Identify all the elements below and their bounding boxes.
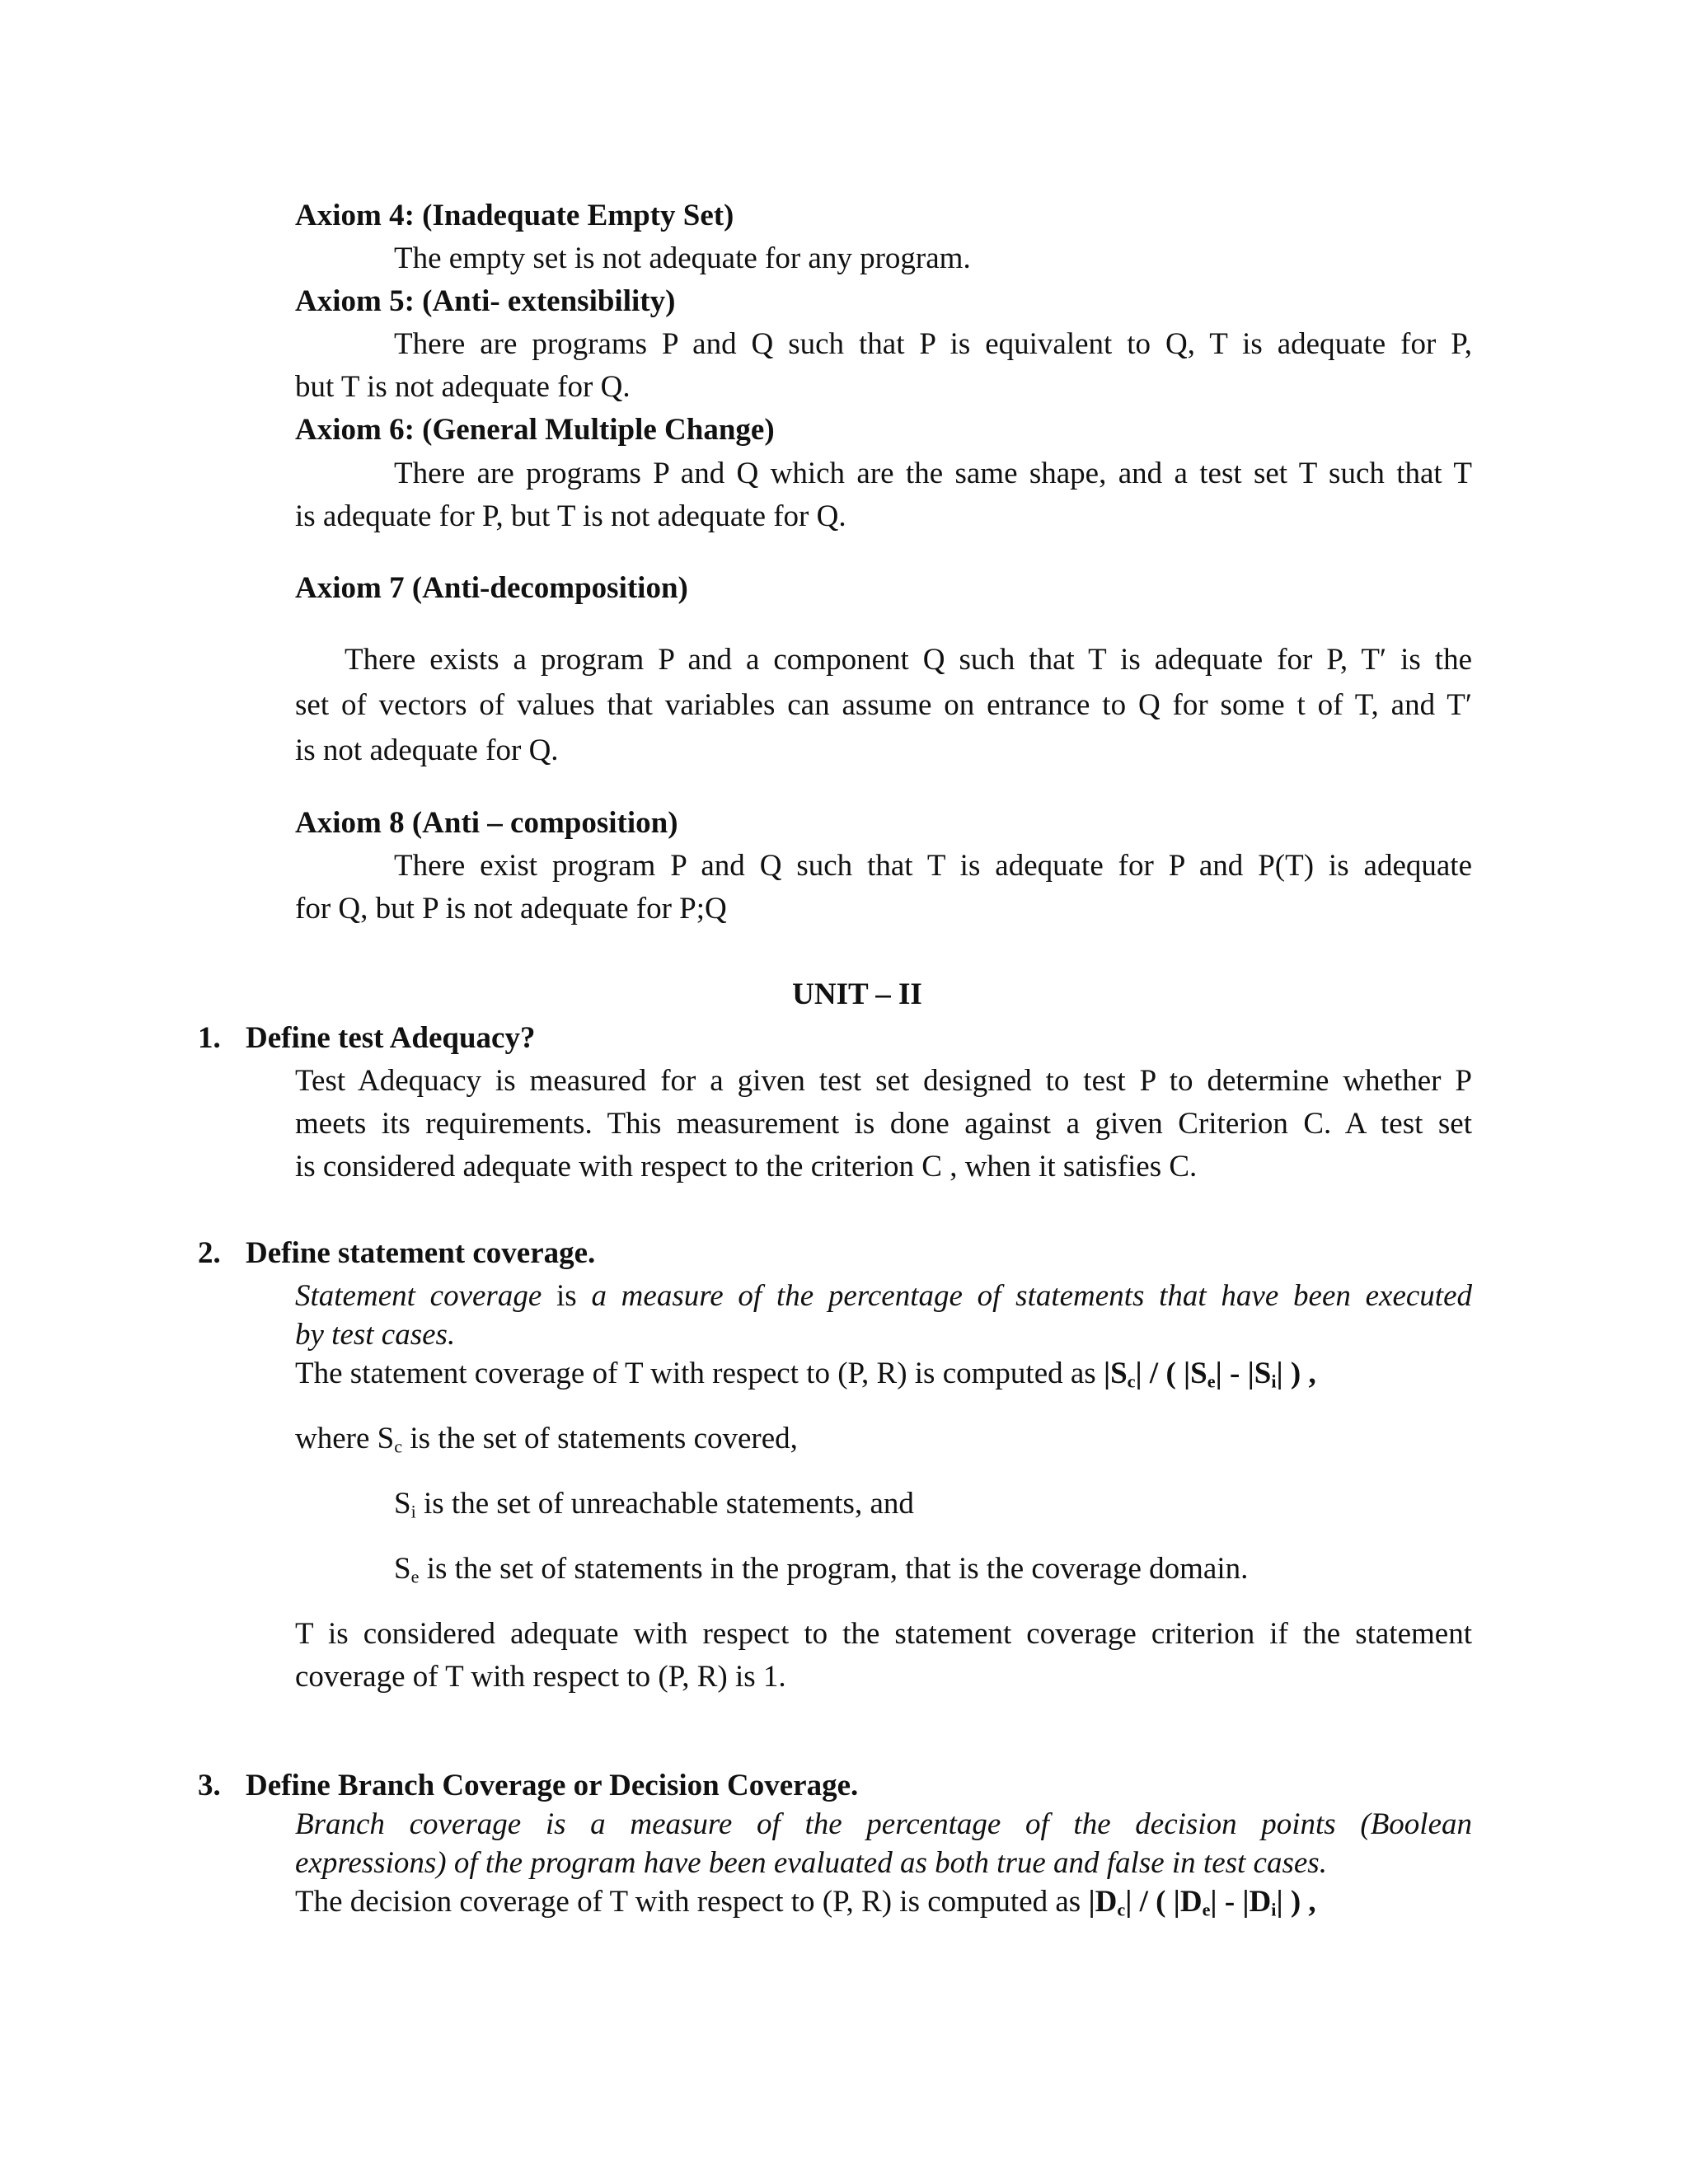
axiom-8-title: Axiom 8 (Anti – composition) [295, 806, 678, 840]
axiom-5-title: Axiom 5: (Anti- extensibility) [295, 284, 676, 318]
question-2-title: Define statement coverage. [246, 1236, 596, 1270]
axiom-7-text-line-2: set of vectors of values that variables can assume on entrance to Q for some t of T, and T′ [295, 688, 1472, 722]
branch-coverage-definition-line-1: Branch coverage is a measure of the percentage of the decision points (Boolean [295, 1807, 1472, 1841]
question-1-text-line-1: Test Adequacy is measured for a given test set designed to test P to determine whether P [295, 1064, 1472, 1098]
axiom-5-text-line-1: There are programs P and Q such that P is equivalent to Q, T is adequate for P, [394, 327, 1472, 361]
question-1-title: Define test Adequacy? [246, 1021, 536, 1055]
axiom-5-text-line-2: but T is not adequate for Q. [295, 370, 631, 404]
definition-verb: is [542, 1279, 592, 1313]
axiom-4-text: The empty set is not adequate for any program. [394, 241, 971, 275]
question-1-text-line-3: is considered adequate with respect to the criterion C , when it satisfies C. [295, 1150, 1198, 1183]
question-1-number: 1. [198, 1021, 221, 1055]
statement-coverage-definition-line-2: by test cases. [295, 1318, 456, 1352]
formula-expression: $|S_c|$ / ( $|S_e| - |S_i|$ ) , [1103, 1357, 1316, 1392]
unit-heading: UNIT – II [792, 977, 922, 1011]
question-2-number: 2. [198, 1236, 221, 1270]
statement-coverage-definition-line-1 [295, 1274, 1472, 1318]
axiom-8-text-line-2: for Q, but P is not adequate for P;Q [295, 892, 727, 926]
axiom-7-text-line-1: There exists a program P and a component Q such that T is adequate for P, T′ is the [345, 643, 1472, 677]
formula-lead: The statement coverage of T with respect to (P, R) is computed as [295, 1357, 1104, 1390]
decision-coverage-formula [295, 1880, 1316, 1924]
statement-coverage-formula [295, 1352, 1316, 1395]
where-si-line: $S_i$ is the set of unreachable statements, and [394, 1487, 914, 1522]
axiom-6-text-line-1: There are programs P and Q which are the same shape, and a test set T such that T [394, 457, 1472, 490]
definition-body: a measure of the percentage of statements that have been executed [591, 1279, 1473, 1313]
formula-expression: $|D_c|$ / ( $|D_e| - |D_i|$ ) , [1088, 1885, 1316, 1920]
axiom-7-title: Axiom 7 (Anti-decomposition) [295, 571, 688, 605]
formula-lead: The decision coverage of T with respect to (P, R) is computed as [295, 1885, 1089, 1919]
question-1-text-line-2: meets its requirements. This measurement is done against a given Criterion C. A test set [295, 1107, 1472, 1141]
definition-term: Statement coverage [295, 1279, 542, 1313]
axiom-6-text-line-2: is adequate for P, but T is not adequate for Q. [295, 499, 846, 533]
where-se-line: $S_e$ is the set of statements in the program, that is the coverage domain. [394, 1552, 1249, 1587]
where-sc-line: where $S_c$ is the set of statements covered, [295, 1422, 798, 1457]
axiom-4-title: Axiom 4: (Inadequate Empty Set) [295, 199, 734, 232]
statement-coverage-criterion-line-2: coverage of T with respect to (P, R) is 1. [295, 1660, 786, 1694]
axiom-6-title: Axiom 6: (General Multiple Change) [295, 413, 775, 447]
question-3-title: Define Branch Coverage or Decision Coverage. [246, 1769, 859, 1802]
statement-coverage-criterion-line-1: T is considered adequate with respect to the statement coverage criterion if the statement [295, 1617, 1472, 1651]
axiom-7-text-line-3: is not adequate for Q. [295, 733, 559, 767]
axiom-8-text-line-1: There exist program P and Q such that T is adequate for P and P(T) is adequate [394, 849, 1472, 883]
question-3-number: 3. [198, 1769, 221, 1802]
branch-coverage-definition-line-2: expressions) of the program have been evaluated as both true and false in test cases. [295, 1846, 1327, 1880]
